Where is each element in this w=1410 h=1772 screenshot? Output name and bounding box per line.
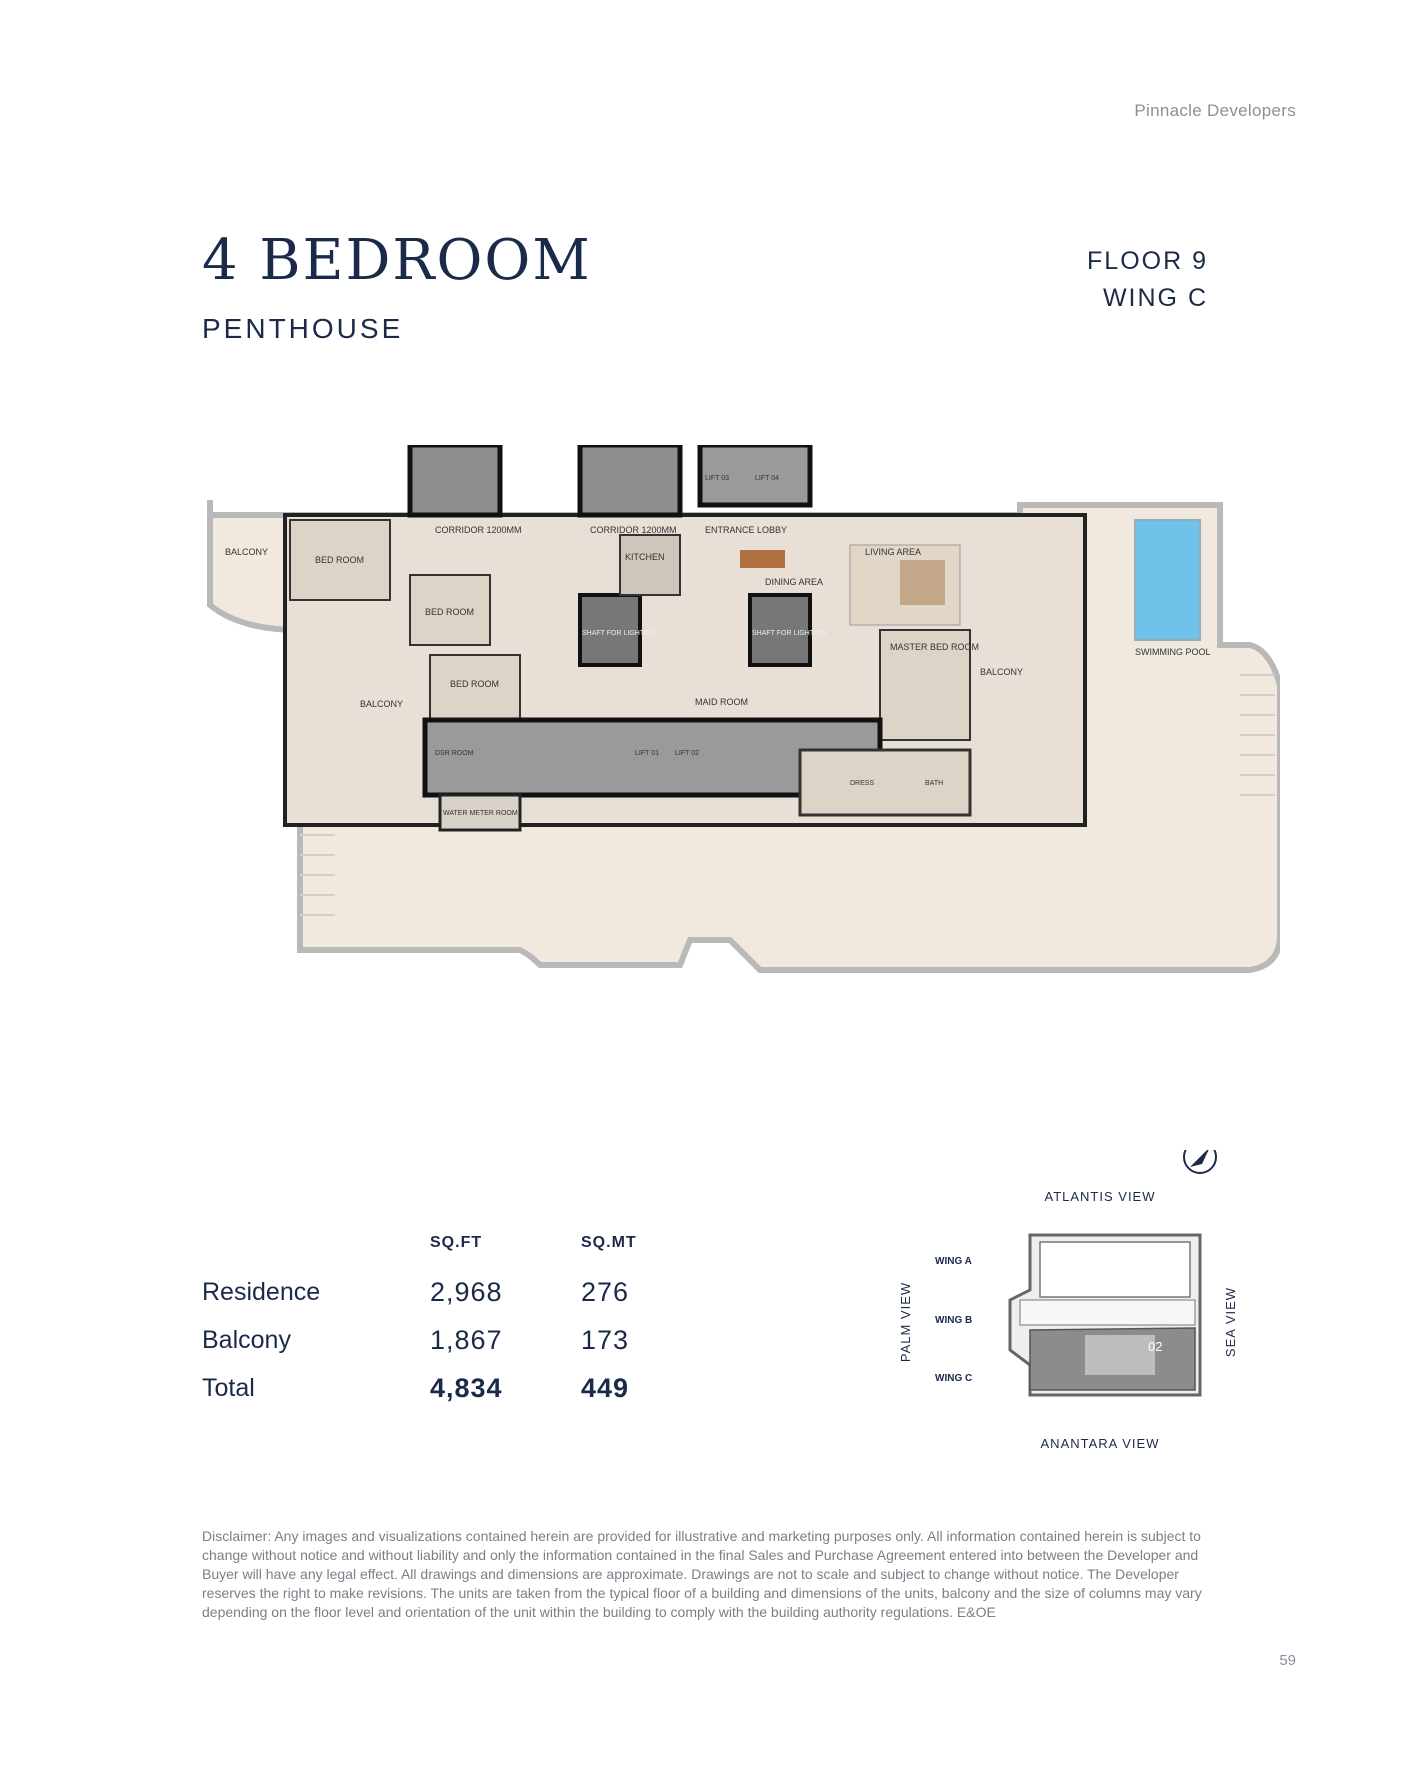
plan-label-living: LIVING AREA <box>865 547 922 557</box>
compass-icon <box>1184 1150 1216 1173</box>
row-balcony-label: Balcony <box>202 1326 291 1354</box>
plan-dining-table <box>740 550 785 568</box>
row-total-sqmt: 449 <box>581 1373 630 1403</box>
plan-stair-top-left <box>410 445 500 515</box>
row-residence-sqmt: 276 <box>581 1277 630 1307</box>
plan-label-balcony-left: BALCONY <box>225 547 269 557</box>
key-unit-number: 02 <box>1148 1339 1163 1354</box>
row-residence-sqft: 2,968 <box>430 1277 503 1307</box>
plan-label-lift-02: LIFT 02 <box>675 750 699 757</box>
plan-label-balcony-right: BALCONY <box>980 667 1024 677</box>
page-title: 4 BEDROOM <box>202 228 592 293</box>
key-wing-b-area <box>1020 1300 1195 1325</box>
plan-label-corridor-left: CORRIDOR 1200MM <box>435 525 522 535</box>
row-total-sqft: 4,834 <box>430 1373 503 1403</box>
row-balcony-sqft: 1,867 <box>430 1325 503 1355</box>
key-view-top: ATLANTIS VIEW <box>1044 1189 1156 1204</box>
plan-label-bedroom-low: BED ROOM <box>450 679 500 689</box>
key-wing-b: WING B <box>935 1315 973 1326</box>
col-header-sqmt: SQ.MT <box>581 1234 637 1251</box>
plan-label-dining: DINING AREA <box>765 577 824 587</box>
floor-label: FLOOR 9 <box>1087 247 1208 275</box>
plan-label-entrance-lobby: ENTRANCE LOBBY <box>705 525 788 535</box>
page-subtitle: PENTHOUSE <box>202 313 404 344</box>
page-number: 59 <box>1279 1652 1296 1669</box>
plan-sofa <box>900 560 945 605</box>
plan-pool <box>1135 520 1200 640</box>
plan-label-lift-01: LIFT 01 <box>635 750 659 757</box>
plan-label-corridor-right: CORRIDOR 1200MM <box>590 525 677 535</box>
plan-label-dress: DRESS <box>850 780 875 787</box>
plan-label-water-meter: WATER METER ROOM <box>443 810 518 817</box>
plan-label-pool: SWIMMING POOL <box>1135 647 1211 657</box>
key-view-left: PALM VIEW <box>898 1281 913 1363</box>
brand-name: Pinnacle Developers <box>1134 101 1296 120</box>
plan-label-kitchen: KITCHEN <box>625 552 665 562</box>
key-wing-a: WING A <box>935 1256 972 1267</box>
col-header-sqft: SQ.FT <box>430 1234 483 1251</box>
plan-label-lift-04: LIFT 04 <box>755 475 779 482</box>
plan-label-shaft-right: SHAFT FOR LIGHTING <box>752 630 827 637</box>
floor-wing-info <box>1087 243 1208 317</box>
key-view-bottom: ANANTARA VIEW <box>1040 1436 1160 1451</box>
key-unit-inner <box>1085 1335 1155 1375</box>
plan-stair-top-right <box>580 445 680 515</box>
plan-label-dsr: DSR ROOM <box>435 750 474 757</box>
plan-label-maid: MAID ROOM <box>695 697 748 707</box>
plan-dress-bath <box>800 750 970 815</box>
plan-label-balcony-lower: BALCONY <box>360 699 404 709</box>
plan-label-lift-03: LIFT 03 <box>705 475 729 482</box>
key-plan <box>880 1150 1240 1470</box>
key-wing-c: WING C <box>935 1373 973 1384</box>
plan-label-master: MASTER BED ROOM <box>890 642 980 652</box>
floor-plan <box>200 445 1280 1005</box>
row-balcony-sqmt: 173 <box>581 1325 630 1355</box>
wing-label: WING C <box>1102 284 1208 312</box>
key-wing-a-area <box>1040 1242 1190 1297</box>
key-view-right: SEA VIEW <box>1223 1286 1238 1358</box>
row-total-label: Total <box>202 1374 255 1402</box>
plan-kitchen <box>620 535 680 595</box>
plan-label-bedroom-mid: BED ROOM <box>425 607 475 617</box>
plan-label-shaft-left: SHAFT FOR LIGHTING <box>582 630 657 637</box>
plan-label-bedroom-top: BED ROOM <box>315 555 365 565</box>
row-residence-label: Residence <box>202 1278 321 1306</box>
disclaimer-text: Disclaimer: Any images and visualizations contained herein are provided for illustrative and marketing purposes only. All information contained herein is subject to change without notice and without liability and only the information contained in the final Sales and Purchase Agreement entered into between the Developer and Buyer will have any legal effect. All drawings and dimensions are approximate. Drawings are not to scale and subject to change without notice. The Developer reserves the right to make revisions. The units are taken from the typical floor of a building and dimensions of the units, balcony and the size of columns may vary depending on the floor level and orientation of the unit within the building to comply with the building authority regulations. E&OE <box>202 1528 1202 1620</box>
plan-label-bath: BATH <box>925 780 944 787</box>
